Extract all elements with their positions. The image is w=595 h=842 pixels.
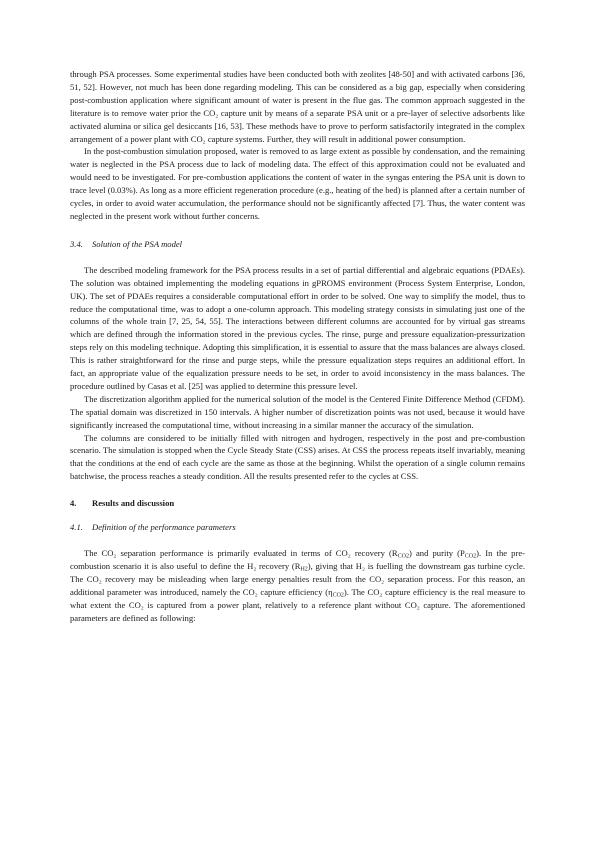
section-heading-3-4 xyxy=(70,238,525,251)
section-heading-4-1 xyxy=(70,521,525,534)
paragraph: The described modeling framework for the PSA process results in a set of partial differential and algebraic equations (PDAEs). The solution was obtained implementing the modeling equations in gPROMS environment (Process System Enterprise, London, UK). The set of PDAEs requires a considerable computational effort in order to be solved. One way to simplify the model, thus to reduce the computational time, was to adopt a one-column approach. This modeling strategy consists in simulating just one of the columns of the whole train [7, 25, 54, 55]. The interactions between different columns are accounted for by virtual gas streams which are defined through the information stored in the previous cycles. The rinse, purge and pressure equalization-pressurization steps rely on this modeling technique. Adopting this simplification, it is essential to assure that the mass balances are always closed. This is rather straightforward for the rinse and purge steps, while the pressure equalization steps requires an additional effort. In fact, an appropriate value of the equalization pressure needs to be set, in order to avoid inconsistency in the mass balances. The procedure outlined by Casas et al. [25] was applied to determine this pressure level. xyxy=(70,264,525,391)
paragraph: The columns are considered to be initially filled with nitrogen and hydrogen, respectively in the post and pre-combustion scenario. The simulation is stopped when the Cycle Steady State (CSS) arises. At CSS the process repeats itself invariably, meaning that the conditions at the end of each cycle are the same as those at the beginning. Whilst the operation of a single column remains batchwise, the process reaches a steady condition. All the results presented refer to the cycles at CSS. xyxy=(70,432,525,482)
section-number: 4. xyxy=(70,498,77,509)
subscript: CO2 xyxy=(332,592,344,599)
paragraph: In the post-combustion simulation proposed, water is removed to as large extent as possible by condensation, and the remaining water is neglected in the PSA process due to lack of modeling data. The effect of this approximation could not be evaluated and would need to be investigated. For pre-combustion applications the content of water in the syngas entering the PSA unit is down to trace level (0.03%). As long as a more efficient regeneration procedure (e.g., heating of the bed) is planned after a certain number of cycles, in order to avoid water accumulation, the performance should not be significantly affected [7]. Thus, the water content was neglected in the present work without further concerns. xyxy=(70,146,525,221)
section-heading-4 xyxy=(70,497,525,510)
section-title: Solution of the PSA model xyxy=(92,238,183,249)
paragraph: The CO₂ separation performance is primarily evaluated in terms of CO₂ recovery $(R_{CO2})$ and purity $(P_{CO2})$. In the pre-combustion scenario it is also useful to define the H₂ recovery $(R_{H2})$, giving that H₂ is fuelling the downstream gas turbine cycle. The CO₂ recovery may be misleading when large energy penalties result from the CO₂ separation process. For this reason, an additional parameter was introduced, namely the CO₂ capture efficiency $(\eta_{CO2})$. The CO₂ capture efficiency is the real measure to what extent the CO₂ is captured from a power plant, relatively to a reference plant without CO₂ capture. The aforementioned parameters are defined as following: xyxy=(70,548,526,623)
section-number: 3.4. xyxy=(70,238,83,249)
paragraph: through PSA processes. Some experimental studies have been conducted both with zeolites [48-50] and with activated carbons [36, 51, 52]. However, not much has been done regarding modeling. This can be considered as a big gap, especially when considering post-combustion application where significant amount of water is present in the flue gas. The common approach suggested in the literature is to remove water prior the CO₂ capture unit by means of a separate PSA unit or a pre-layer of selective adsorbents like activated alumina or silica gel desiccants [16, 53]. These methods have to prove to perform satisfactorily integrated in the complex arrangement of a power plant with CO₂ capture systems. Further, they will result in additional power consumption. xyxy=(70,69,525,144)
subscript: CO2 xyxy=(464,553,477,560)
section-number: 4.1. xyxy=(70,522,83,533)
subscript: H2 xyxy=(300,566,308,573)
subscript: CO2 xyxy=(397,553,409,560)
section-title: Definition of the performance parameters xyxy=(92,522,236,533)
section-title: Results and discussion xyxy=(92,498,175,509)
body-text xyxy=(70,68,525,624)
paragraph: The discretization algorithm applied for the numerical solution of the model is the Centered Finite Difference Method (CFDM). The spatial domain was discretized in 150 intervals. A higher number of discretization points was not used, because it would have significantly increased the computational time, without increasing in a similar manner the accuracy of the simulation. xyxy=(70,393,525,430)
